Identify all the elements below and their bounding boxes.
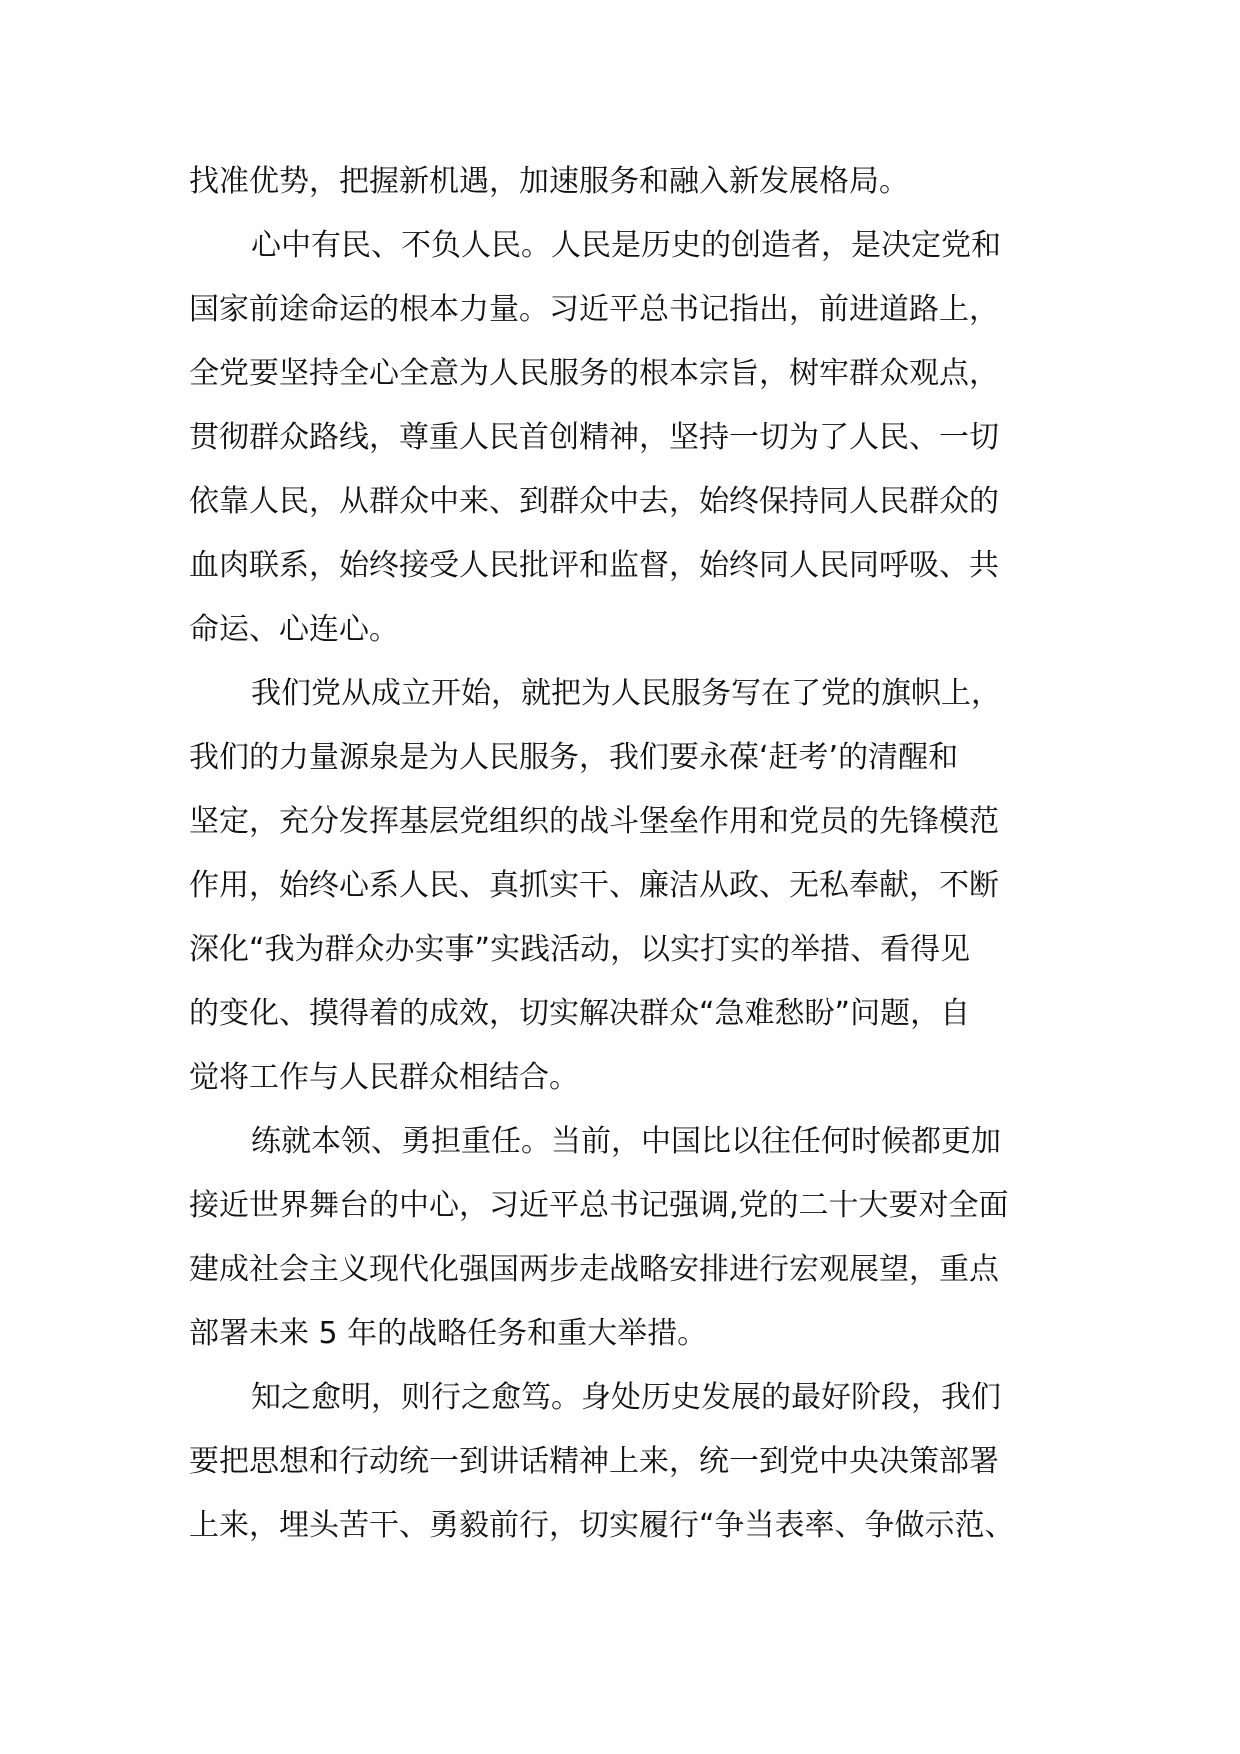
text-line: 知之愈明，则行之愈笃。身处历史发展的最好阶段，我们 <box>251 1380 1001 1415</box>
text-line: 全党要坚持全心全意为人民服务的根本宗旨，树牢群众观点， <box>189 356 999 391</box>
text-line: 建成社会主义现代化强国两步走战略安排进行宏观展望，重点 <box>189 1252 999 1287</box>
text-line: 部署未来 5 年的战略任务和重大举措。 <box>189 1316 708 1351</box>
text-line: 我们的力量源泉是为人民服务，我们要永葆‘赶考’的清醒和 <box>189 740 959 775</box>
text-line: 坚定，充分发挥基层党组织的战斗堡垒作用和党员的先锋模范 <box>189 804 999 839</box>
text-line: 上来，埋头苦干、勇毅前行，切实履行“争当表率、争做示范、 <box>189 1508 1015 1543</box>
document-body <box>189 150 1069 1558</box>
text-line: 国家前途命运的根本力量。习近平总书记指出，前进道路上， <box>189 292 999 327</box>
text-line: 血肉联系，始终接受人民批评和监督，始终同人民同呼吸、共 <box>189 548 999 583</box>
text-line: 接近世界舞台的中心，习近平总书记强调,党的二十大要对全面 <box>189 1188 1009 1223</box>
text-line: 觉将工作与人民群众相结合。 <box>189 1060 579 1095</box>
text-line: 作用，始终心系人民、真抓实干、廉洁从政、无私奉献，不断 <box>189 868 999 903</box>
text-line: 依靠人民，从群众中来、到群众中去，始终保持同人民群众的 <box>189 484 999 519</box>
text-line: 贯彻群众路线，尊重人民首创精神，坚持一切为了人民、一切 <box>189 420 999 455</box>
text-line: 的变化、摸得着的成效，切实解决群众“急难愁盼”问题，自 <box>189 996 971 1031</box>
text-line: 找准优势，把握新机遇，加速服务和融入新发展格局。 <box>189 164 909 199</box>
text-line: 心中有民、不负人民。人民是历史的创造者，是决定党和 <box>251 228 1001 263</box>
text-line: 要把思想和行动统一到讲话精神上来，统一到党中央决策部署 <box>189 1444 999 1479</box>
text-line: 我们党从成立开始，就把为人民服务写在了党的旗帜上， <box>251 676 1001 711</box>
text-line: 练就本领、勇担重任。当前，中国比以往任何时候都更加 <box>251 1124 1001 1159</box>
text-line: 命运、心连心。 <box>189 612 399 647</box>
text-line: 深化“我为群众办实事”实践活动，以实打实的举措、看得见 <box>189 932 971 967</box>
